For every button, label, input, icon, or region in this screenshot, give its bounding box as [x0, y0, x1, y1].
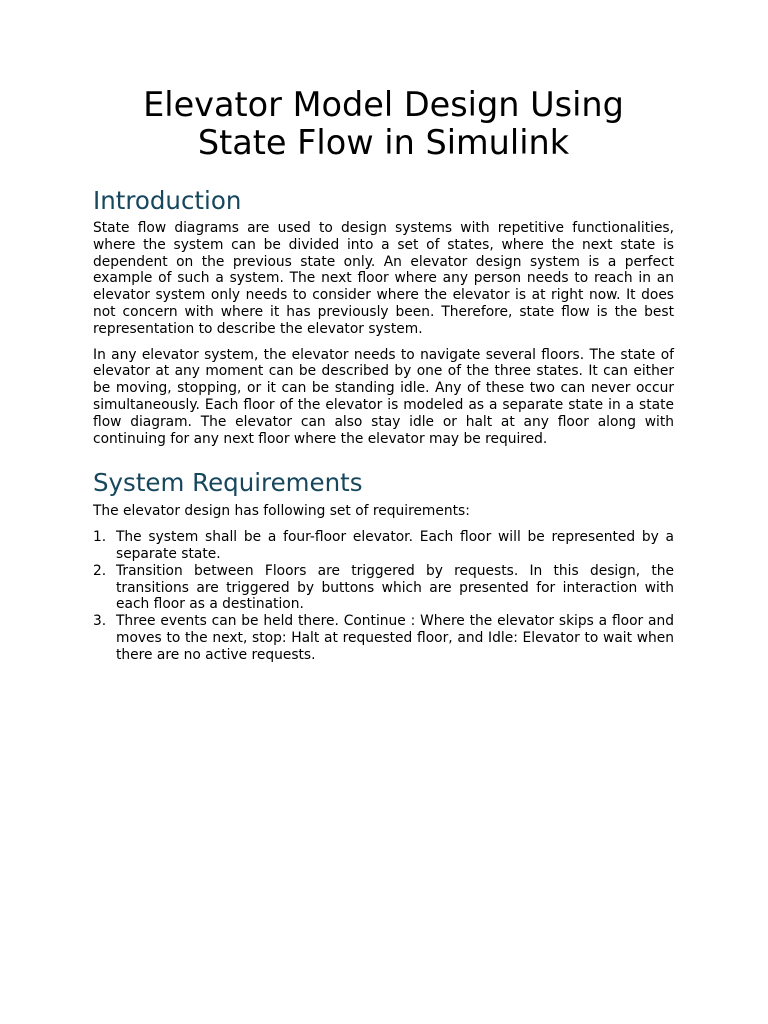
list-item-number: 2.	[93, 562, 107, 579]
title-line-1: Elevator Model Design Using	[143, 85, 624, 124]
list-item-text: The system shall be a four-floor elevator. Each floor will be represented by a separate state.	[116, 529, 674, 562]
requirements-list	[93, 529, 674, 663]
introduction-paragraph-2: In any elevator system, the elevator needs to navigate several floors. The state of elevator at any moment can be described by one of the three states. It can either be moving, stopping, or it can be standing idle. Any of these two can never occur simultaneously. Each floor of the elevator is modeled as a separate state in a state flow diagram. The elevator can also stay idle or halt at any floor along with continuing for any next floor where the elevator may be required.	[93, 346, 674, 447]
system-requirements-heading: System Requirements	[93, 468, 363, 498]
list-item-text: Transition between Floors are triggered by requests. In this design, the transitions are triggered by buttons which are presented for interaction with each floor as a destination.	[116, 562, 674, 613]
list-item-text: Three events can be held there. Continue : Where the elevator skips a floor and moves to the next, stop: Halt at requested floor, and Idle: Elevator to wait when there are no active requests.	[116, 613, 674, 663]
system-requirements-section	[93, 468, 674, 663]
list-item	[93, 563, 674, 613]
introduction-section	[93, 186, 674, 447]
introduction-heading: Introduction	[93, 186, 242, 215]
document-title	[93, 86, 674, 162]
list-item	[93, 613, 674, 663]
document-page	[93, 86, 674, 664]
list-item-number: 3.	[93, 613, 107, 630]
title-line-2: State Flow in Simulink	[197, 123, 570, 162]
requirements-intro: The elevator design has following set of requirements:	[93, 503, 470, 520]
introduction-paragraph-1: State flow diagrams are used to design systems with repetitive functionalities, where the system can be divided into a set of states, where the next state is dependent on the previous state only. An elevator design system is a perfect example of such a system. The next floor where any person needs to reach in an elevator system only needs to consider where the elevator is at right now. It does not concern with where it has previously been. Therefore, state flow is the best representation to describe the elevator system.	[93, 220, 674, 337]
list-item	[93, 529, 674, 563]
list-item-number: 1.	[93, 529, 107, 546]
